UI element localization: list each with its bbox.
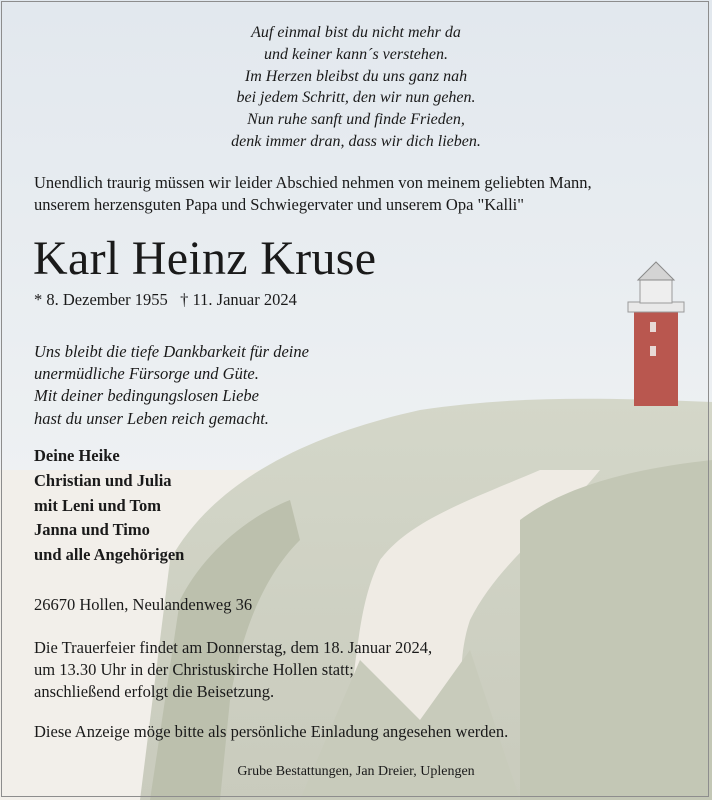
address: 26670 Hollen, Neulandenweg 36: [34, 595, 253, 614]
poem-line: bei jedem Schritt, den wir nun gehen.: [236, 89, 476, 107]
notice-line: Die Trauerfeier findet am Donnerstag, dem 18. Januar 2024,: [34, 638, 433, 657]
poem-line: Im Herzen bleibst du uns ganz nah: [244, 67, 468, 85]
family-member: und alle Angehörigen: [34, 545, 185, 565]
family-member: mit Leni und Tom: [34, 495, 162, 515]
poem-line: Nun ruhe sanft und finde Frieden,: [247, 111, 465, 129]
gratitude-line: hast du unser Leben reich gemacht.: [34, 408, 269, 428]
intro-line: Unendlich traurig müssen wir leider Abschied nehmen von meinem geliebten Mann,: [34, 173, 592, 192]
notice-line: um 13.30 Uhr in der Christuskirche Hollen statt;: [34, 660, 354, 679]
family-member: Christian und Julia: [34, 470, 172, 490]
gratitude-line: Mit deiner bedingungslosen Liebe: [34, 386, 260, 406]
funeral-home-footer: Grube Bestattungen, Jan Dreier, Uplengen: [237, 764, 475, 779]
family-member: Janna und Timo: [34, 520, 150, 540]
deceased-name: Karl Heinz Kruse: [33, 232, 377, 285]
poem-line: und keiner kann´s verstehen.: [264, 45, 448, 63]
poem-line: Auf einmal bist du nicht mehr da: [251, 24, 461, 41]
poem-line: denk immer dran, dass wir dich lieben.: [231, 132, 481, 150]
gratitude-line: Uns bleibt die tiefe Dankbarkeit für deine: [34, 342, 309, 361]
family-member: Deine Heike: [34, 446, 120, 465]
intro-line: unserem herzensguten Papa und Schwiegervater und unserem Opa "Kalli": [34, 195, 524, 214]
page-border: [1, 1, 709, 797]
notice-line: anschließend erfolgt die Beisetzung.: [34, 682, 275, 701]
gratitude-line: unermüdliche Fürsorge und Güte.: [34, 364, 259, 384]
life-dates: * 8. Dezember 1955 † 11. Januar 2024: [34, 290, 297, 309]
invitation-note: Diese Anzeige möge bitte als persönliche Einladung angesehen werden.: [34, 722, 509, 741]
